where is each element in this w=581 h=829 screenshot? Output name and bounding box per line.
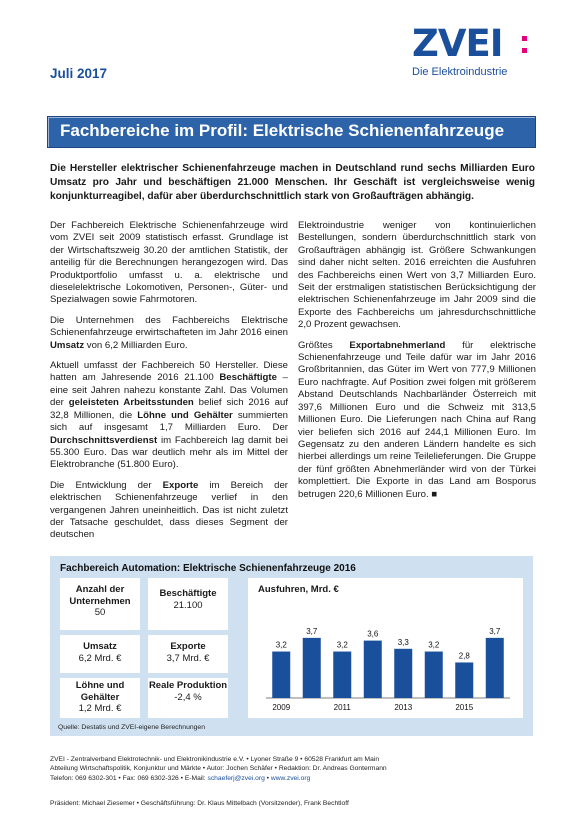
source-note: Quelle: Destatis und ZVEI-eigene Berechnungen <box>58 724 205 731</box>
tile-revenue <box>60 635 140 673</box>
data-label-2010: 3,7 <box>306 626 318 636</box>
box-title: Fachbereich Automation: Elektrische Schienenfahrzeuge 2016 <box>60 563 356 574</box>
tile-wages <box>60 678 140 718</box>
tile-value: 3,7 Mrd. € <box>166 652 210 664</box>
data-label-2012: 3,6 <box>367 629 379 639</box>
footer-contact: Telefon: 069 6302-301 • Fax: 069 6302-326 • E-Mail: schaeferj@zvei.org • www.zvei.org <box>50 774 311 782</box>
bar-2016 <box>486 638 504 698</box>
paragraph: Die Unternehmen des Fachbereichs Elektrische Schienenfahrzeuge erwirtschafteten im Jahr 2016 einen Umsatz von 6,2 Milliarden Euro. <box>50 314 288 351</box>
tile-companies <box>60 578 140 630</box>
tile-label: Anzahl der Unternehmen <box>69 584 131 607</box>
tile-label: Beschäftigte <box>159 588 217 599</box>
paragraph: Elektroindustrie weniger von kontinuierlichen Bestellungen, sondern überdurchschnittlich stark von Großaufträgen abhängig ist. Größere Schwankungen sind daher nicht selten. 2016 erreichten die Ausfuhren des Fachbereichs einen Wert von 3,7 Milliarden Euro. Seit der erstmaligen statistischen Berücksichtigung der elektrischen Schienenfahrzeuge im Jahr 2009 sind die Exporte des Fachbereichs um jahresdurchschnittliche 2,0 Prozent gewachsen. <box>298 220 536 331</box>
issue-date: Juli 2017 <box>50 66 108 81</box>
tile-real-production <box>148 678 228 718</box>
zvei-logo <box>408 24 536 84</box>
footer-address: ZVEI - Zentralverband Elektrotechnik- und Elektronikindustrie e.V. • Lyoner Straße 9 • 60528 Frankfurt am Main <box>50 756 380 763</box>
tile-label: Exporte <box>170 641 206 652</box>
logo-colon-icon <box>522 36 528 60</box>
exports-bar-chart <box>248 578 523 718</box>
left-column <box>50 220 288 550</box>
data-label-2011: 3,2 <box>336 640 348 650</box>
footer <box>50 755 540 783</box>
data-label-2015: 2,8 <box>458 651 470 661</box>
bar-2014 <box>425 652 443 698</box>
footer-department: Abteilung Wirtschaftspolitik, Konjunktur und Märkte • Autor: Jochen Schäfer • Redaktion: Dr. Andreas Gontermann <box>50 765 387 773</box>
bar-2011 <box>333 652 351 698</box>
email-link[interactable]: schaeferj@zvei.org <box>207 774 265 782</box>
logo-mark: ZVEI <box>412 22 503 65</box>
tile-value: 1,2 Mrd. € <box>78 703 122 714</box>
bar-2009 <box>272 652 290 698</box>
website-link[interactable]: www.zvei.org <box>270 774 311 782</box>
tile-exports <box>148 635 228 673</box>
tile-value: 6,2 Mrd. € <box>78 652 122 664</box>
footer-presidium: Präsident: Michael Ziesemer • Geschäftsführung: Dr. Klaus Mittelbach (Vorsitzender), Frank Bechtloff <box>50 800 349 807</box>
bar-2015 <box>455 662 473 698</box>
bar-2010 <box>303 638 321 698</box>
lead-paragraph: Die Hersteller elektrischer Schienenfahrzeuge machen in Deutschland rund sechs Milliarden Euro Umsatz pro Jahr und beschäftigen 21.000 Menschen. Ihr Geschäft ist vergleichsweise wenig konjunkturreagibel, dafür aber überdurchschnittlich stark von Großaufträgen abhängig. <box>50 163 535 202</box>
data-label-2009: 3,2 <box>275 640 287 650</box>
paragraph: Größtes Exportabnehmerland für elektrische Schienenfahrzeuge und Teile dafür war im Jahr 2016 Großbritannien, das Güter im Wert von 777,9 Millionen Euro nachfragte. Auf Position zwei folgen mit größerem Abstand Deutschlands Nachbarländer Österreich mit 397,6 Millionen Euro und die Schweiz mit 313,5 Millionen Euro. Die Lieferungen nach China auf Rang vier beliefen sich 2016 auf 244,1 Millionen Euro. Im Gegensatz zu den anderen Ländern handelte es sich hierbei allerdings um reine Teilelieferungen. Die Gruppe der fünf größten Abnehmerländer wird von der Türkei komplettiert. Die Exporte in das Land am Bosporus betrugen 220,6 Millionen Euro. ■ <box>298 339 536 500</box>
x-tick-label-2009: 2009 <box>272 703 291 712</box>
x-tick-label-2013: 2013 <box>394 703 413 712</box>
data-label-2016: 3,7 <box>489 626 501 636</box>
tile-value: 50 <box>94 607 106 618</box>
x-tick-label-2011: 2011 <box>333 703 351 712</box>
bar-2012 <box>364 641 382 698</box>
data-label-2014: 3,2 <box>428 640 440 650</box>
tile-value: 21.100 <box>173 599 203 611</box>
bar-2013 <box>394 649 412 698</box>
tile-label: Reale Produktion <box>148 680 228 691</box>
data-label-2013: 3,3 <box>397 637 409 647</box>
paragraph: Die Entwicklung der Exporte im Bereich der elektrischen Schienenfahrzeuge verlief in den vergangenen Jahren uneinheitlich. Das ist nicht zuletzt der Tatsache geschuldet, dass dieses Segment der deutschen <box>50 479 289 541</box>
exports-chart-panel <box>248 578 523 718</box>
page-title: Fachbereiche im Profil: Elektrische Schienenfahrzeuge <box>60 121 505 140</box>
chart-title: Ausfuhren, Mrd. € <box>258 584 339 595</box>
paragraph: Aktuell umfasst der Fachbereich 50 Hersteller. Diese hatten am Jahresende 2016 21.100 Beschäftigte – eine seit Jahren nahezu konstante Zahl. Das Volumen der geleisteten Arbeitsstunden belief sich 2016 auf 32,8 Millionen, die Löhne und Gehälter summierten sich auf insgesamt 1,7 Milliarden Euro. Der Durchschnittsverdienst im Fachbereich lag damit bei 55.300 Euro. Das war deutlich mehr als im Mittel der Elektrobranche (51.800 Euro). <box>50 360 288 471</box>
tile-employees <box>148 578 228 630</box>
right-column <box>298 220 536 509</box>
x-tick-label-2015: 2015 <box>455 703 474 712</box>
title-bar <box>47 116 536 148</box>
tile-label: Löhne und Gehälter <box>75 680 125 703</box>
statistics-box <box>50 556 533 736</box>
paragraph: Der Fachbereich Elektrische Schienenfahrzeuge wird vom ZVEI seit 2009 statistisch erfasst. Grundlage ist der Wirtschaftszweig 30.20 der amtlichen Statistik, der anteilig für die Berechnungen herangezogen wird. Das Produktportfolio umfasst u. a. elektrische und dieselelektrische Lokomotiven, Personen-, Güter- und Spezialwagen sowie Fahrmotoren. <box>50 220 288 306</box>
logo-subtitle: Die Elektroindustrie <box>412 66 508 78</box>
tile-value: -2,4 % <box>174 691 202 703</box>
tile-label: Umsatz <box>83 641 117 652</box>
